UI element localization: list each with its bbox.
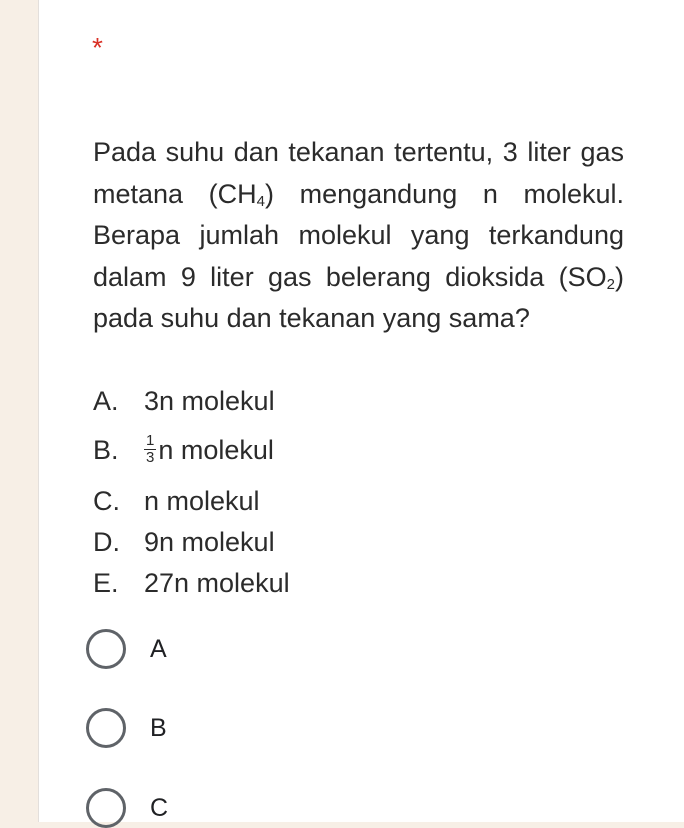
radio-label[interactable]: B (150, 714, 167, 742)
fraction-denominator: 3 (146, 449, 155, 467)
question-subscript-2: 2 (606, 275, 615, 293)
radio-button[interactable] (86, 788, 126, 828)
choice-text (144, 430, 274, 471)
question-text-part-1: Pada suhu dan tekanan tertentu, 3 liter gas metana (CH (93, 137, 624, 209)
fraction (144, 433, 156, 466)
fraction-numerator: 1 (146, 432, 155, 450)
choice-letter: C. (93, 486, 120, 516)
radio-label[interactable]: A (150, 635, 167, 663)
question-subscript-1: 4 (256, 192, 265, 210)
question-text (93, 132, 624, 340)
choice-letter: D. (93, 527, 120, 557)
choice-text: 9n molekul (144, 527, 275, 557)
radio-button[interactable] (86, 708, 126, 748)
choice-letter: E. (93, 568, 119, 598)
choice-letter: B. (93, 435, 119, 465)
radio-label[interactable]: C (150, 794, 169, 822)
choice-text: n molekul (144, 486, 260, 516)
radio-button[interactable] (86, 629, 126, 669)
question-card (38, 0, 684, 822)
choice-text: 27n molekul (144, 568, 290, 598)
question-text-part-3: ) pada suhu dan tekanan yang sama? (93, 261, 624, 333)
choice-text: 3n molekul (144, 386, 275, 416)
required-asterisk: * (92, 32, 103, 63)
choice-letter: A. (93, 386, 119, 416)
question-text-part-2: ) mengandung n molekul. Berapa jumlah molekul yang terkandung dalam 9 liter gas belerang dioksida (SO (93, 178, 625, 292)
choice-text-suffix: n molekul (158, 435, 274, 465)
